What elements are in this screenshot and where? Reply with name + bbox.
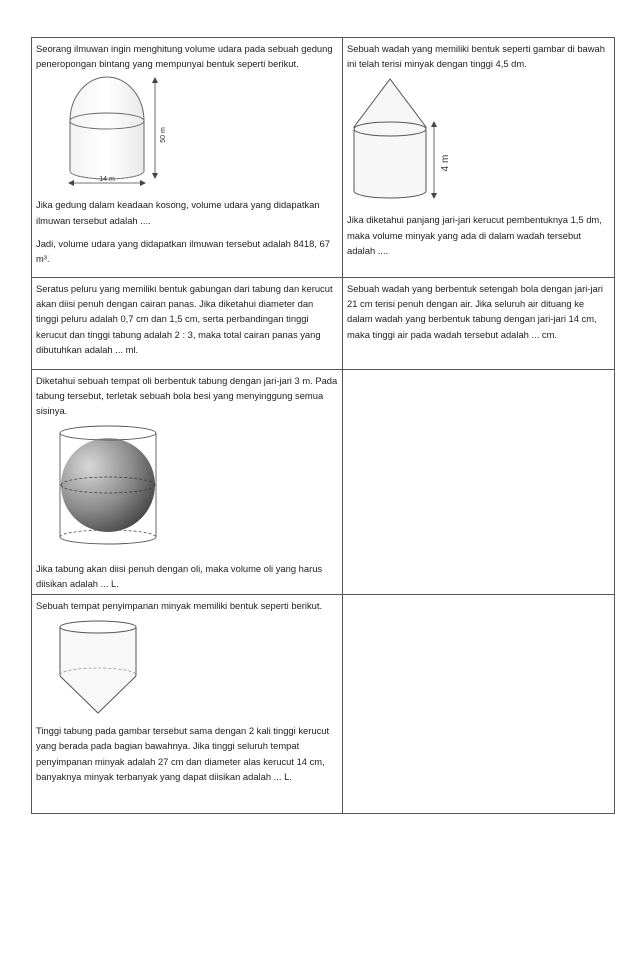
table-row	[32, 38, 615, 278]
problem-2-question: Jika diketahui panjang jari-jari kerucut pembentuknya 1,5 dm, maka volume minyak yang ada di dalam wadah tersebut adalah ....	[347, 214, 602, 256]
problem-6-question: Tinggi tabung pada gambar tersebut sama dengan 2 kali tinggi kerucut yang berada pada bagian bawahnya. Jika tinggi seluruh tempat penyimpanan minyak adalah 27 cm dan diameter alas kerucut 14 cm, banyaknya minyak terbanyak yang dapat diisikan adalah ... L.	[36, 725, 330, 782]
problem-4-text: Sebuah wadah yang berbentuk setengah bola dengan jari-jari 21 cm terisi penuh dengan air. Jika seluruh air dituang ke dalam wadah yang berbentuk tabung dengan jari-jari 14 cm, maka tinggi air pada wadah tersebut adalah ... cm.	[347, 283, 603, 340]
sphere-in-cylinder-figure	[54, 423, 164, 547]
width-label: 14 m	[99, 176, 115, 184]
problem-cell-empty-2	[343, 595, 615, 814]
table-row	[32, 370, 615, 595]
height-label: 50 m	[160, 127, 167, 144]
problem-6-intro: Sebuah tempat penyimpanan minyak memiliki bentuk seperti berikut.	[36, 600, 323, 612]
table-row	[32, 278, 615, 370]
problem-1-question: Jika gedung dalam keadaan kosong, volume udara yang didapatkan ilmuwan tersebut adalah ....	[36, 199, 320, 226]
problem-cell-2	[343, 38, 615, 278]
problem-table	[31, 37, 615, 814]
cylinder-cone-figure	[56, 619, 146, 717]
table-row	[32, 595, 615, 814]
problem-cell-1	[32, 38, 343, 278]
problem-5-question: Jika tabung akan diisi penuh dengan oli, maka volume oli yang harus diisikan adalah ... L.	[36, 562, 323, 589]
problem-cell-4	[343, 278, 615, 370]
problem-cell-3	[32, 278, 343, 370]
problem-cell-6	[32, 595, 343, 814]
problem-3-text: Seratus peluru yang memiliki bentuk gabungan dari tabung dan kerucut akan diisi penuh dengan cairan panas. Jika diketahui diameter dan tinggi peluru adalah 0,7 cm dan 1,5 cm, serta perbandingan tinggi kerucut dan tinggi tabung adalah 2 : 3, maka total cairan panas yang dibutuhkan adalah ... ml.	[36, 283, 333, 355]
cone-cylinder-figure	[350, 77, 460, 202]
problem-2-intro: Sebuah wadah yang memiliki bentuk seperti gambar di bawah ini telah terisi minyak dengan tinggi 4,5 dm.	[347, 43, 605, 70]
problem-1-intro: Seorang ilmuwan ingin menghitung volume udara pada sebuah gedung peneropongan bintang yang mempunyai bentuk seperti berikut.	[36, 43, 333, 70]
height-label: 4 m	[440, 155, 451, 172]
problem-1-answer: Jadi, volume udara yang didapatkan ilmuwan tersebut adalah 8418, 67 m³.	[36, 237, 330, 265]
problem-5-intro: Diketahui sebuah tempat oli berbentuk tabung dengan jari-jari 3 m. Pada tabung tersebut, terletak sebuah bola besi yang menyinggung semua sisinya.	[36, 375, 338, 417]
dome-cylinder-figure	[64, 73, 194, 189]
problem-cell-5	[32, 370, 343, 595]
problem-cell-empty-1	[343, 370, 615, 595]
